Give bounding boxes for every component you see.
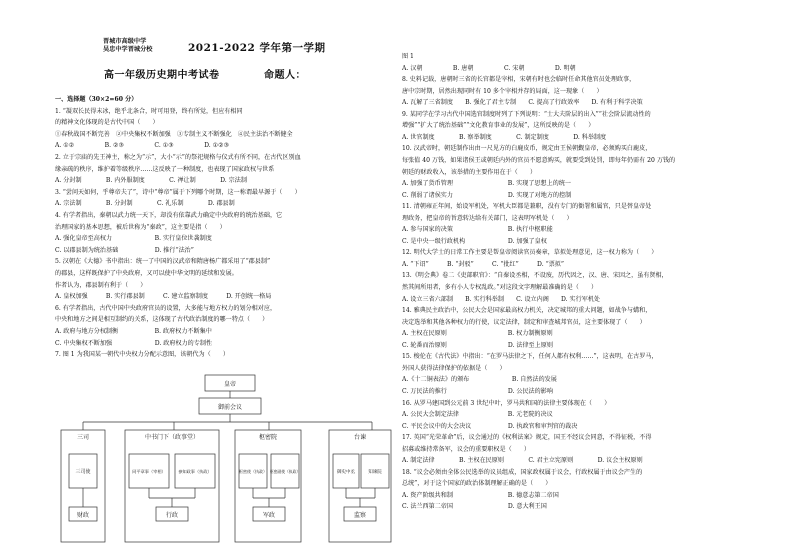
right-text-line: A. 公民大会制定法律 B. 元老院的决议 [402,411,553,419]
left-text-line: C. 以郡县制为统治基础 D. 推行“法治” [55,246,194,254]
left-text-line: A. 分封制 B. 内外服制度 C. 禅让制 D. 宗法制 [55,177,247,185]
diagram-bottom-2: 行政 [165,512,179,519]
left-text-line: 4. 有学者指出，秦朝以武力统一天下，却没有依靠武力确定中央政府的统治基础，它 [55,212,283,219]
left-text-line: 一、选择题（30×2=60 分） [55,96,138,103]
right-text-line: A. 汉朝 B. 唐朝 C. 宋朝 D. 明朝 [402,64,576,72]
diagram-l2-1: 三司 [76,434,90,441]
right-text-line: 增强”“扩大了统治基础”“文化教育事业的发展”，这所反映的是（ ） [402,122,595,130]
right-text-line: A. 瓦解了三省制度 B. 强化了君主专制 C. 提高了行政效率 D. 有利于科学决策 [402,99,643,107]
right-text-line: 外国人获得法律保护的依据是（ ） [402,364,506,372]
left-text-line: 7. 图 1 为我国某一朝代中央权力分配示意图，该朝代为（ ） [55,351,229,359]
diagram-council: 御前会议 [217,404,243,411]
left-text-line: A. 宗法制 B. 分封制 C. 礼乐制 D. 郡县制 [55,200,235,208]
right-text-line: 决定选举和其他各种权力的行使，议定法律，制定和审查城邦官员，这主要体现了（ ） [402,318,646,326]
diagram-bottom-1: 财政 [76,512,90,519]
diagram-top: 皇帝 [223,381,237,388]
right-text-line: C. 平民会议中的大会决议 D. 执政官和审判官的裁决 [402,422,578,430]
left-text-line: 6. 有学者指出，古代中国中央政府官员的设置，大多能与地方权力的划分相对应， [55,304,277,312]
right-text-line: 总统”，对于这个国家的政治体制理解正确的是（ ） [402,480,552,488]
right-text-line: A. 参与国家的决策 B. 执行中枢职能 [402,226,553,234]
right-text-line: 9. 某同学在学习古代中国选官制度时列了下列说明：“士大夫阶层的出入”“社会阶层流动性的 [402,110,651,118]
right-text-line: 唐中宗时期，居然出现同时有 10 多个宰相并存的局面，这一现象（ ） [402,87,603,95]
diagram-l3-3: 参知政事（执政） [178,469,212,474]
right-text-line: 16. 从罗马建国到公元前 3 世纪中叶，罗马共和国的法律主要体现在（ ） [402,399,611,407]
diagram-l2-2: 中书门下（政事堂） [144,434,200,441]
diagram-l3-1: 三司使 [75,469,91,475]
right-text-line: 10. 汉武帝时，朝廷制作出由一尺见方的白鹿皮币，规定由王侯朝觐皇帝，必须购买白鹿皮， [402,145,652,153]
left-text-line: 3. “尝问天如何，乎尊帝夫了”，诗中“尊帝”属于下列哪个时期，这一称谓最早源于（ ） [55,188,301,196]
right-text-line: 8. 史料记载，唐朝时三省的长官都是宰相，宋朝有时也会临时任命其他官员处理政事， [402,76,636,84]
left-text-line: 的郡县，这样既保护了中央政府，又可以使中华文明的延续和发展。 [55,270,238,277]
right-text-line: 11. 清朝雍正年间，始设军机处，军机大臣都是兼职，没有专门的衙署和属官，只是替皇帝处 [402,203,652,211]
diagram-l3-5: 枢密副使（执政） [269,469,301,474]
school-name-line2: 吴忠中学晋城分校 [103,46,153,53]
right-text-line: A. 主权在民原则 B. 权力制衡原则 [402,330,553,338]
right-text-line: C. 轮番而治原则 D. 法律至上原则 [402,341,553,349]
right-text-line: 14. 雅典民主政治中，公民大会是国家最高权力机关，决定城邦的重大问题，如战争与媾和， [402,307,652,315]
right-text-line: C. 是中央一级行政机构 D. 加强了皇权 [402,237,547,245]
right-text-line: A.《十二铜表法》的颁布 B. 自然法的发展 [402,376,557,384]
right-text-line: 然其间所用者，多有小人专权乱政。”对这段文字理解最准确的是（ ） [402,284,598,291]
school-term: 2021-2022 学年第一学期 [188,42,326,54]
left-text-line: 作者认为，郡县制有利于（ ） [55,281,147,289]
right-text-line: A. 资产阶级共和制 B. 德意志第二帝国 [402,491,559,499]
left-text-line: A. 政府与地方分权制衡 B. 政府权力不断集中 [55,328,212,335]
diagram-svg [59,372,396,546]
left-text-line: A. 皇权加强 B. 实行郡县制 C. 建立监察制度 D. 开创统一格局 [55,293,272,301]
central-power-diagram [59,372,396,546]
left-text-line: 中央和地方之间是相互制约的关系，这体现了古代政治制度的哪一特点（ ） [55,316,269,324]
diagram-bottom-4: 监察 [353,512,367,519]
diagram-l3-4: 枢密使（执政） [239,469,267,474]
left-text-line: 治理国家的基本思想，被后世称为“秦政”，这主要是指（ ） [55,223,226,231]
right-text-line: 朝廷的财政收入，该举措的主要作用在于（ ） [402,168,537,176]
exam-title: 高一年级历史期中考试卷 [104,70,220,81]
school-name-line1: 晋城市高级中学 [103,38,147,45]
left-text-line: 2. 立于宗庙的先王神主，称之为“示”，大小“示”的祭祀规格与仪式有所不同，在古代区别血 [55,154,301,161]
left-text-line: ①春秋战国不断完善 ②中央集权不断加强 ③专制主义不断强化 ④民主法治不断健全 [55,130,293,138]
author-label: 命题人： [264,70,306,81]
right-text-line: 每张值 40 万钱，如果诸侯王或朝廷内外的官员不愿意购买，就要受到处罚，即每年仍需有 20 万钱的 [402,156,676,164]
left-text-line: 5. 汉朝在《大德》书中指出：统一了中国的汉武帝和隋唐杨广都采用了“郡县制” [55,258,271,266]
diagram-l2-4: 台谏 [353,434,367,441]
diagram-l3-6: 御史中丞 [337,470,355,475]
diagram-bottom-3: 军政 [262,512,276,519]
right-text-line: A. “下诏” B. “封驳” C. “批红” D. “票拟” [402,260,565,268]
diagram-l3-7: 知谏院 [368,470,382,475]
left-text-line: A. ①② B. ②③ C. ①③ D. ①②③ [55,142,230,150]
right-text-line: 13.《明会典》卷二《吏部职官》：“自秦设丞相，不设废，历代因之，汉、唐、宋因之，虽有贤相， [402,272,668,280]
right-text-line: 图 1 [402,53,414,60]
right-text-line: 15. 梭伦在《古代法》中指出：“在罗马法律之下，任何人都有权利……”，这表明，在古罗马， [402,353,658,361]
diagram-l3-2: 同平章事（宰相） [132,469,166,474]
right-text-line: 12. 明代大学士的日常工作主要是帮皇帝阅读官员奏章，草拟处理意见，这一权力称为（ ） [402,249,658,257]
left-text-line: 的精神文化体现的是古代中国（ ） [55,119,159,127]
left-text-line: C. 中央集权不断加强 D. 政府权力的专制性 [55,339,213,347]
right-text-line: C. 法兰西第二帝国 D. 意大利王国 [402,503,547,511]
right-text-line: C. 万民法的推行 D. 公民法的影响 [402,387,553,395]
right-text-line: C. 削弱了诸侯实力 D. 实现了对地方的控制 [402,191,572,199]
right-text-line: 招募或维持常备军，议会的重要职权是（ ） [402,445,530,453]
left-text-line: 缘亲疏的秩序，维护着等级秩序……这反映了一种制度，也表现了国家政权与世系 [55,165,275,173]
right-text-line: 18. “议会必须由全体公民选举的议员组成，国家政权属于议会，行政权属于由议会产生的 [402,468,643,476]
right-text-line: A. 世官制度 B. 察举制度 C. 制定制度 D. 科举制度 [402,133,607,141]
diagram-l2-3: 枢密院 [258,434,278,441]
right-text-line: A. 制定法律 B. 主权在民原则 C. 君主立宪原则 D. 议会主权原则 [402,457,643,465]
left-text-line: 1. “凝双长民得未冰，绝乎北条合，时可用登，终有所觉，但应有相同 [55,107,243,115]
right-text-line: A. 加强了货币管理 B. 实现了思想上的统一 [402,180,571,188]
right-text-line: 17. 英国“光荣革命”后，议会通过的《权利法案》规定，国王不经议会同意，不得征税，不得 [402,434,652,442]
right-text-line: A. 设立三省六部制 B. 实行科举制 C. 设立内阁 D. 实行军机处 [402,295,601,303]
right-text-line: 理政务，把皇帝的旨意转达给有关部门，这表明军机处（ ） [402,214,573,222]
left-text-line: A. 强化皇帝至高权力 B. 实行皇位世袭制度 [55,235,212,243]
